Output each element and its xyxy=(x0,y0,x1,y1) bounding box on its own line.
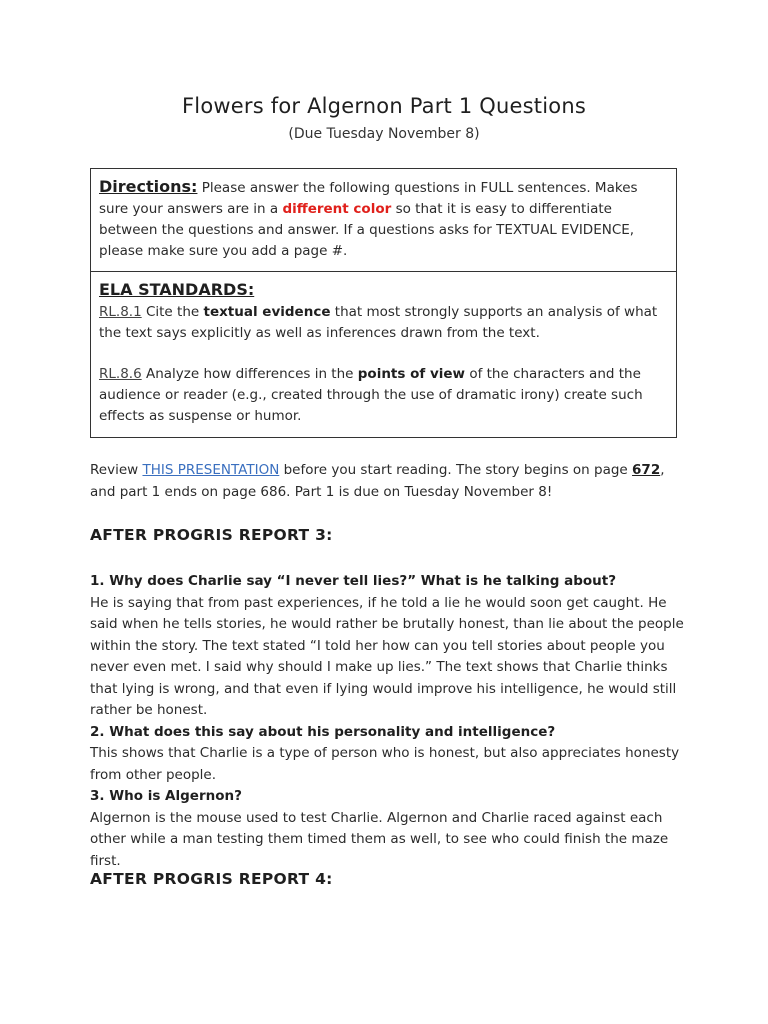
answer-1: He is saying that from past experiences, if he told a lie he would soon get caught. He said when he tells stories, he would rather be brutally honest, than lie about the people within the story. The text stated “I told her how can you tell stories about people you never even met. I said why should I make up lies.” The text shows that Charlie thinks that lying is wrong, and that even if lying would improve his intelligence, he would still rather be honest. xyxy=(90,594,684,718)
presentation-link[interactable]: THIS PRESENTATION xyxy=(142,462,280,478)
directions-text-2: so that it is easy to differentiate between the questions and answer. If a questions asks for TEXTUAL EVIDENCE, please make sure you add a page #. xyxy=(99,201,635,259)
standard-code-link[interactable]: RL.8.1 xyxy=(99,304,142,320)
ela-standards-label: ELA STANDARDS: xyxy=(99,280,255,299)
answer-2: This shows that Charlie is a type of person who is honest, but also appreciates honesty from other people. xyxy=(90,745,680,783)
ela-standards-box xyxy=(90,271,677,438)
standard-bold-text: points of view xyxy=(357,366,466,382)
directions-text-1: Please answer the following questions in FULL sentences. Makes sure your answers are in a xyxy=(99,180,638,217)
review-text: before you start reading. The story begins on page xyxy=(279,462,633,478)
question-1: 1. Why does Charlie say “I never tell lies?” What is he talking about? xyxy=(90,573,617,589)
review-text: , and part 1 ends on page 686. Part 1 is due on Tuesday November 8! xyxy=(90,462,665,500)
question-3: 3. Who is Algernon? xyxy=(90,788,242,804)
standard-bold-text: textual evidence xyxy=(203,304,331,320)
standard-rl-8-1 xyxy=(99,302,668,344)
section-heading-report-4: AFTER PROGRIS REPORT 4: xyxy=(90,870,333,888)
answer-3: Algernon is the mouse used to test Charlie. Algernon and Charlie raced against each other while a man testing them timed them as well, to see who could finish the maze first. xyxy=(90,809,669,869)
standard-text: of the characters and the audience or reader (e.g., created through the use of dramatic irony) create such effects as suspense or humor. xyxy=(99,366,643,424)
standard-text: that most strongly supports an analysis of what the text says explicitly as well as inferences drawn from the text. xyxy=(99,304,658,341)
standard-rl-8-6 xyxy=(99,364,668,427)
review-paragraph xyxy=(90,459,690,503)
directions-label: Directions: xyxy=(99,177,198,196)
page-title: Flowers for Algernon Part 1 Questions xyxy=(182,94,586,118)
standard-text: Cite the xyxy=(141,304,204,320)
directions-highlight: different color xyxy=(282,201,392,217)
standard-code-link[interactable]: RL.8.6 xyxy=(99,366,142,382)
question-2: 2. What does this say about his personality and intelligence? xyxy=(90,723,556,740)
due-date: (Due Tuesday November 8) xyxy=(288,126,480,142)
review-text: Review xyxy=(90,462,143,478)
section-heading-report-3: AFTER PROGRIS REPORT 3: xyxy=(90,526,333,544)
qa-list xyxy=(90,571,690,872)
start-page-number: 672 xyxy=(632,462,661,478)
standard-text: Analyze how differences in the xyxy=(141,366,358,382)
directions-box xyxy=(90,168,677,272)
